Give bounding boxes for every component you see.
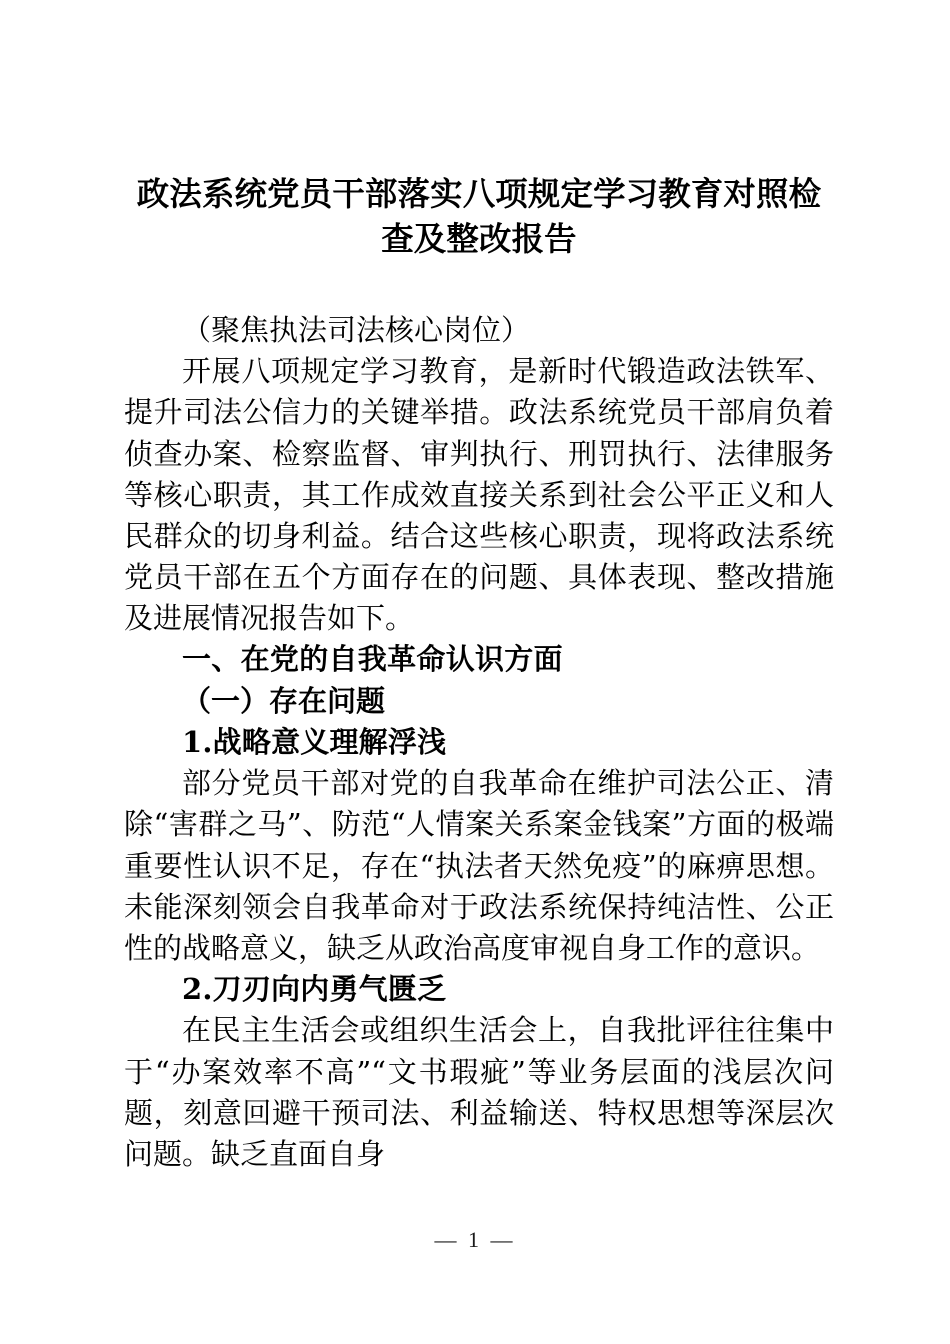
page-title: 政法系统党员干部落实八项规定学习教育对照检查及整改报告 [136,176,822,257]
section-heading-1: 一、在党的自我革命认识方面 [182,643,563,676]
intro-paragraph: 开展八项规定学习教育，是新时代锻造政法铁军、提升司法公信力的关键举措。政法系统党员干部肩负着侦查办案、检察监督、审判执行、刑罚执行、法律服务等核心职责，其工作成效直接关系到社会公平正义和人民群众的切身利益。结合这些核心职责，现将政法系统党员干部在五个方面存在的问题、具体表现、整改措施及进展情况报告如下。 [124,354,834,636]
item-heading-1: 1.战略意义理解浮浅 [182,725,447,760]
subsection-heading-1-1: （一）存在问题 [182,683,386,718]
page-number: — 1 — [434,1227,516,1252]
title-spacer [124,262,834,310]
document-subtitle: （聚焦执法司法核心岗位） [182,313,531,347]
item-paragraph-2: 在民主生活会或组织生活会上，自我批评往往集中于“办案效率不高”“文书瑕疵”等业务层面的浅层次问题，刻意回避干预司法、利益输送、特权思想等深层次问题。缺乏直面自身 [124,1013,834,1172]
item-paragraph-1: 部分党员干部对党的自我革命在维护司法公正、清除“害群之马”、防范“人情案关系案金钱案”方面的极端重要性认识不足，存在“执法者天然免疫”的麻痹思想。未能深刻领会自我革命对于政法系统保持纯洁性、公正性的战略意义，缺乏从政治高度审视自身工作的意识。 [124,766,834,966]
item-heading-2: 2.刀刃向内勇气匮乏 [182,972,447,1007]
document-content-column [124,0,834,1175]
